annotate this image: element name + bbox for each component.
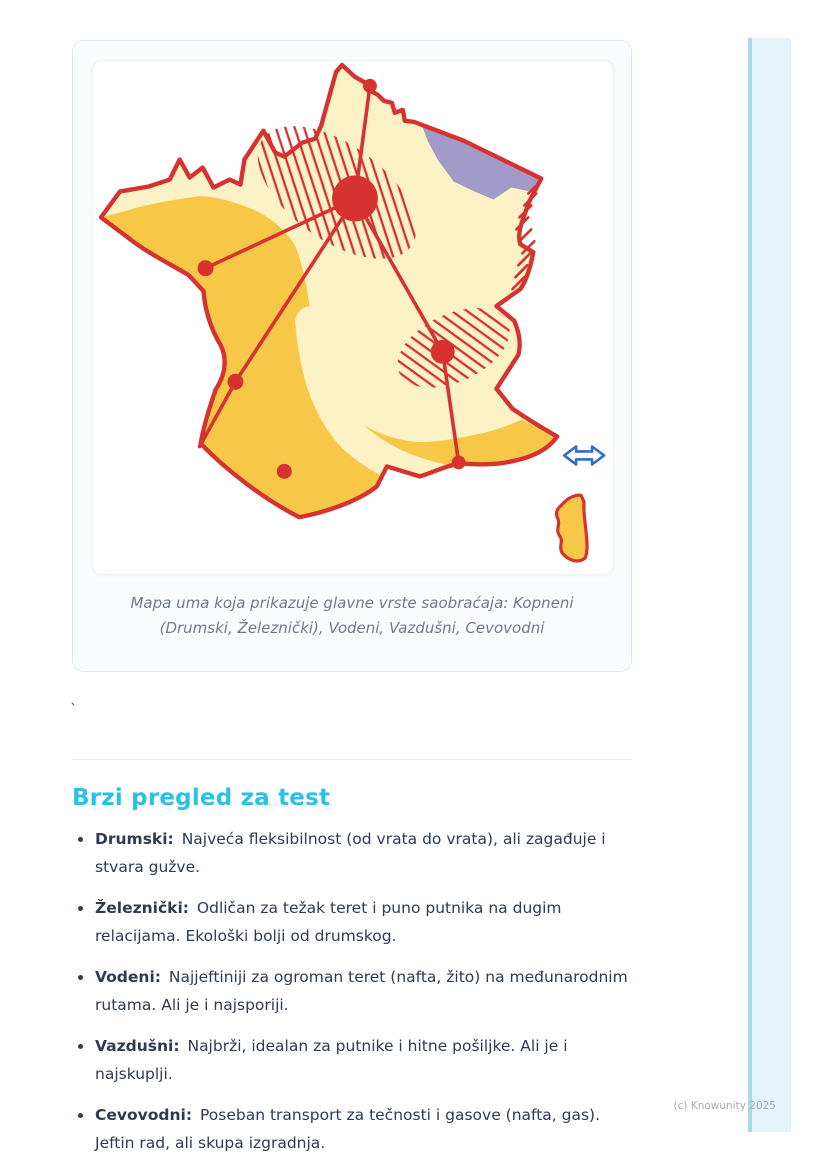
city-dot-east: [431, 340, 455, 364]
city-dot-southeast: [452, 455, 466, 469]
item-desc: Najveća fleksibilnost (od vrata do vrata), ali zagađuje i stvara gužve.: [95, 830, 606, 876]
item-term: Vodeni:: [95, 968, 161, 986]
watermark-text: (c) Knowunity 2025: [673, 1100, 776, 1112]
bullet-dot: [78, 906, 83, 911]
paris-hub-dot: [332, 176, 378, 222]
section-heading: Brzi pregled za test: [72, 785, 331, 811]
scrollbar-track[interactable]: [752, 38, 791, 1132]
city-dot-north: [363, 79, 377, 93]
city-dot-southwest: [227, 374, 243, 390]
bullet-dot: [78, 1113, 83, 1118]
quick-review-list: [72, 825, 632, 1157]
item-term: Drumski:: [95, 830, 174, 848]
item-term: Vazdušni:: [95, 1037, 180, 1055]
france-land-fills: [93, 61, 613, 574]
bullet-dot: [78, 837, 83, 842]
city-dot-south: [277, 464, 292, 479]
list-item-vazdusni: [72, 1032, 632, 1088]
corsica-island: [556, 495, 587, 561]
section-divider: [72, 759, 632, 760]
list-item-cevovodni: [72, 1101, 632, 1157]
item-desc: Odličan za težak teret i puno putnika na dugim relacijama. Ekološki bolji od drumskog.: [95, 899, 562, 945]
resize-horizontal-arrow-icon[interactable]: [564, 446, 604, 464]
content-column: [72, 40, 632, 1170]
stray-backtick-text: `: [70, 701, 78, 719]
item-desc: Najbrži, idealan za putnike i hitne pošiljke. Ali je i najskuplji.: [95, 1037, 568, 1083]
bullet-dot: [78, 975, 83, 980]
scrollbar-thumb[interactable]: [748, 38, 752, 1132]
item-desc: Najjeftiniji za ogroman teret (nafta, žito) na međunarodnim rutama. Ali je i najsporiji.: [95, 968, 628, 1014]
figure-card: [72, 40, 632, 672]
map-image-panel: [92, 60, 614, 575]
list-item-zeleznicki: [72, 894, 632, 950]
bullet-dot: [78, 1044, 83, 1049]
item-desc: Poseban transport za tečnosti i gasove (nafta, gas). Jeftin rad, ali skupa izgradnja.: [95, 1106, 601, 1152]
list-item-drumski: [72, 825, 632, 881]
france-map-illustration: [93, 61, 613, 574]
item-term: Železnički:: [95, 899, 189, 917]
city-dot-west: [198, 260, 214, 276]
item-term: Cevovodni:: [95, 1106, 193, 1124]
figure-caption: Mapa uma koja prikazuje glavne vrste saobraćaja: Kopneni (Drumski, Železnički), Vodeni, Vazdušni, Cevovodni: [130, 594, 574, 637]
list-item-vodeni: [72, 963, 632, 1019]
